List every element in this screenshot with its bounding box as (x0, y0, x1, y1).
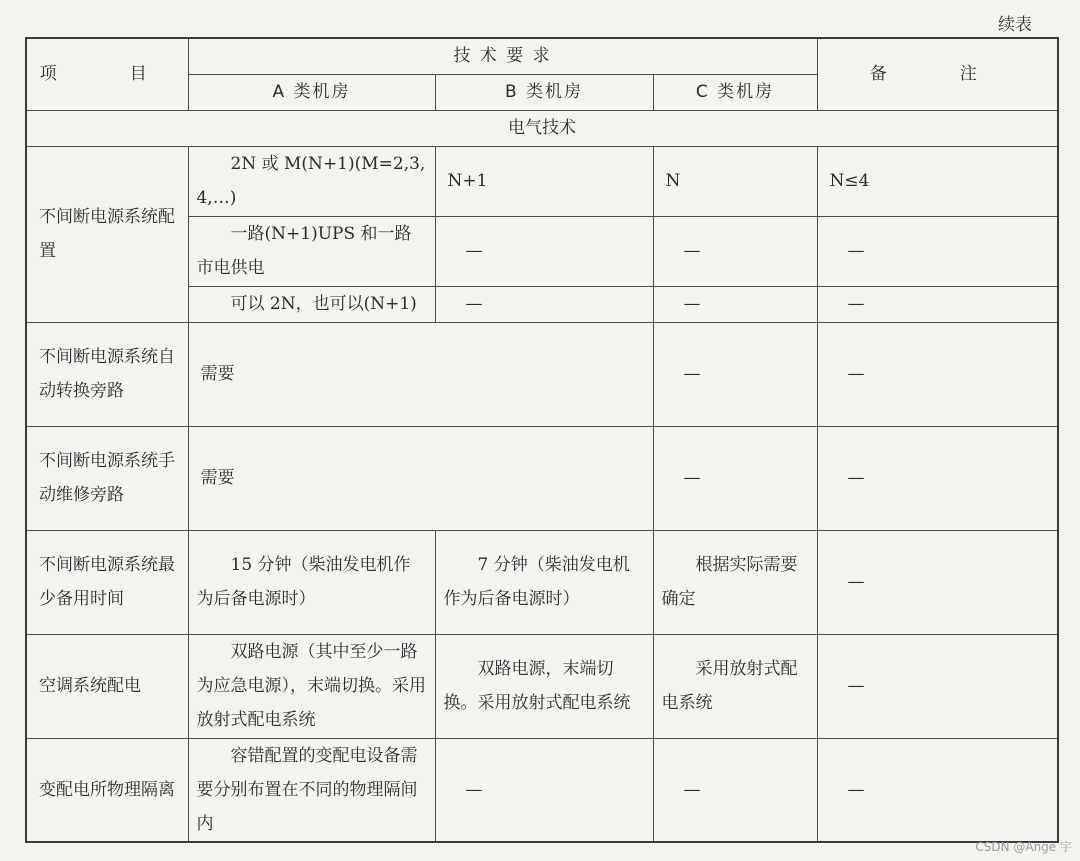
cell-b: — (435, 216, 653, 286)
cell-b: N+1 (435, 146, 653, 216)
cell-a: 可以 2N，也可以(N+1) (188, 286, 435, 322)
requirements-table (25, 37, 1059, 843)
cell-remark: — (817, 738, 1058, 842)
item-hvac-power: 空调系统配电 (26, 634, 188, 738)
cell-b: — (435, 738, 653, 842)
item-manual-bypass: 不间断电源系统手动维修旁路 (26, 426, 188, 530)
header-class-a: A 类机房 (188, 74, 435, 110)
header-class-b: B 类机房 (435, 74, 653, 110)
cell-c: — (653, 738, 817, 842)
cell-c: — (653, 216, 817, 286)
cell-c: 采用放射式配电系统 (653, 634, 817, 738)
header-row-1 (26, 38, 1058, 74)
section-electrical: 电气技术 (26, 110, 1058, 146)
cell-c: N (653, 146, 817, 216)
header-item: 项 目 (26, 38, 188, 110)
cell-a: 双路电源（其中至少一路为应急电源），末端切换。采用放射式配电系统 (188, 634, 435, 738)
cell-c: — (653, 286, 817, 322)
item-backup-time: 不间断电源系统最少备用时间 (26, 530, 188, 634)
header-class-c: C 类机房 (653, 74, 817, 110)
cell-a: 2N 或 M(N+1)(M=2,3,4,…) (188, 146, 435, 216)
cell-a: 15 分钟（柴油发电机作为后备电源时） (188, 530, 435, 634)
item-auto-bypass: 不间断电源系统自动转换旁路 (26, 322, 188, 426)
cell-remark: — (817, 530, 1058, 634)
cell-a: 容错配置的变配电设备需要分别布置在不同的物理隔间内 (188, 738, 435, 842)
watermark: CSDN @Ange 宇 (975, 840, 1072, 854)
table-row (26, 146, 1058, 216)
table-row (26, 738, 1058, 842)
item-ups-config: 不间断电源系统配置 (26, 146, 188, 322)
cell-remark: N≤4 (817, 146, 1058, 216)
cell-remark: — (817, 426, 1058, 530)
cell-a: 一路(N+1)UPS 和一路市电供电 (188, 216, 435, 286)
cell-ab: 需要 (188, 426, 653, 530)
cell-remark: — (817, 634, 1058, 738)
header-tech-req: 技 术 要 求 (188, 38, 817, 74)
cell-remark: — (817, 286, 1058, 322)
cell-c: — (653, 322, 817, 426)
section-row (26, 110, 1058, 146)
table-row (26, 322, 1058, 426)
cell-b: 双路电源，末端切换。采用放射式配电系统 (435, 634, 653, 738)
cell-b: 7 分钟（柴油发电机作为后备电源时） (435, 530, 653, 634)
table-row (26, 530, 1058, 634)
table-row (26, 634, 1058, 738)
cell-remark: — (817, 322, 1058, 426)
cell-c: 根据实际需要确定 (653, 530, 817, 634)
cell-b: — (435, 286, 653, 322)
cell-ab: 需要 (188, 322, 653, 426)
table-row (26, 426, 1058, 530)
header-remark: 备 注 (817, 38, 1058, 110)
item-substation: 变配电所物理隔离 (26, 738, 188, 842)
continued-label: 续表 (998, 15, 1032, 35)
cell-c: — (653, 426, 817, 530)
cell-remark: — (817, 216, 1058, 286)
